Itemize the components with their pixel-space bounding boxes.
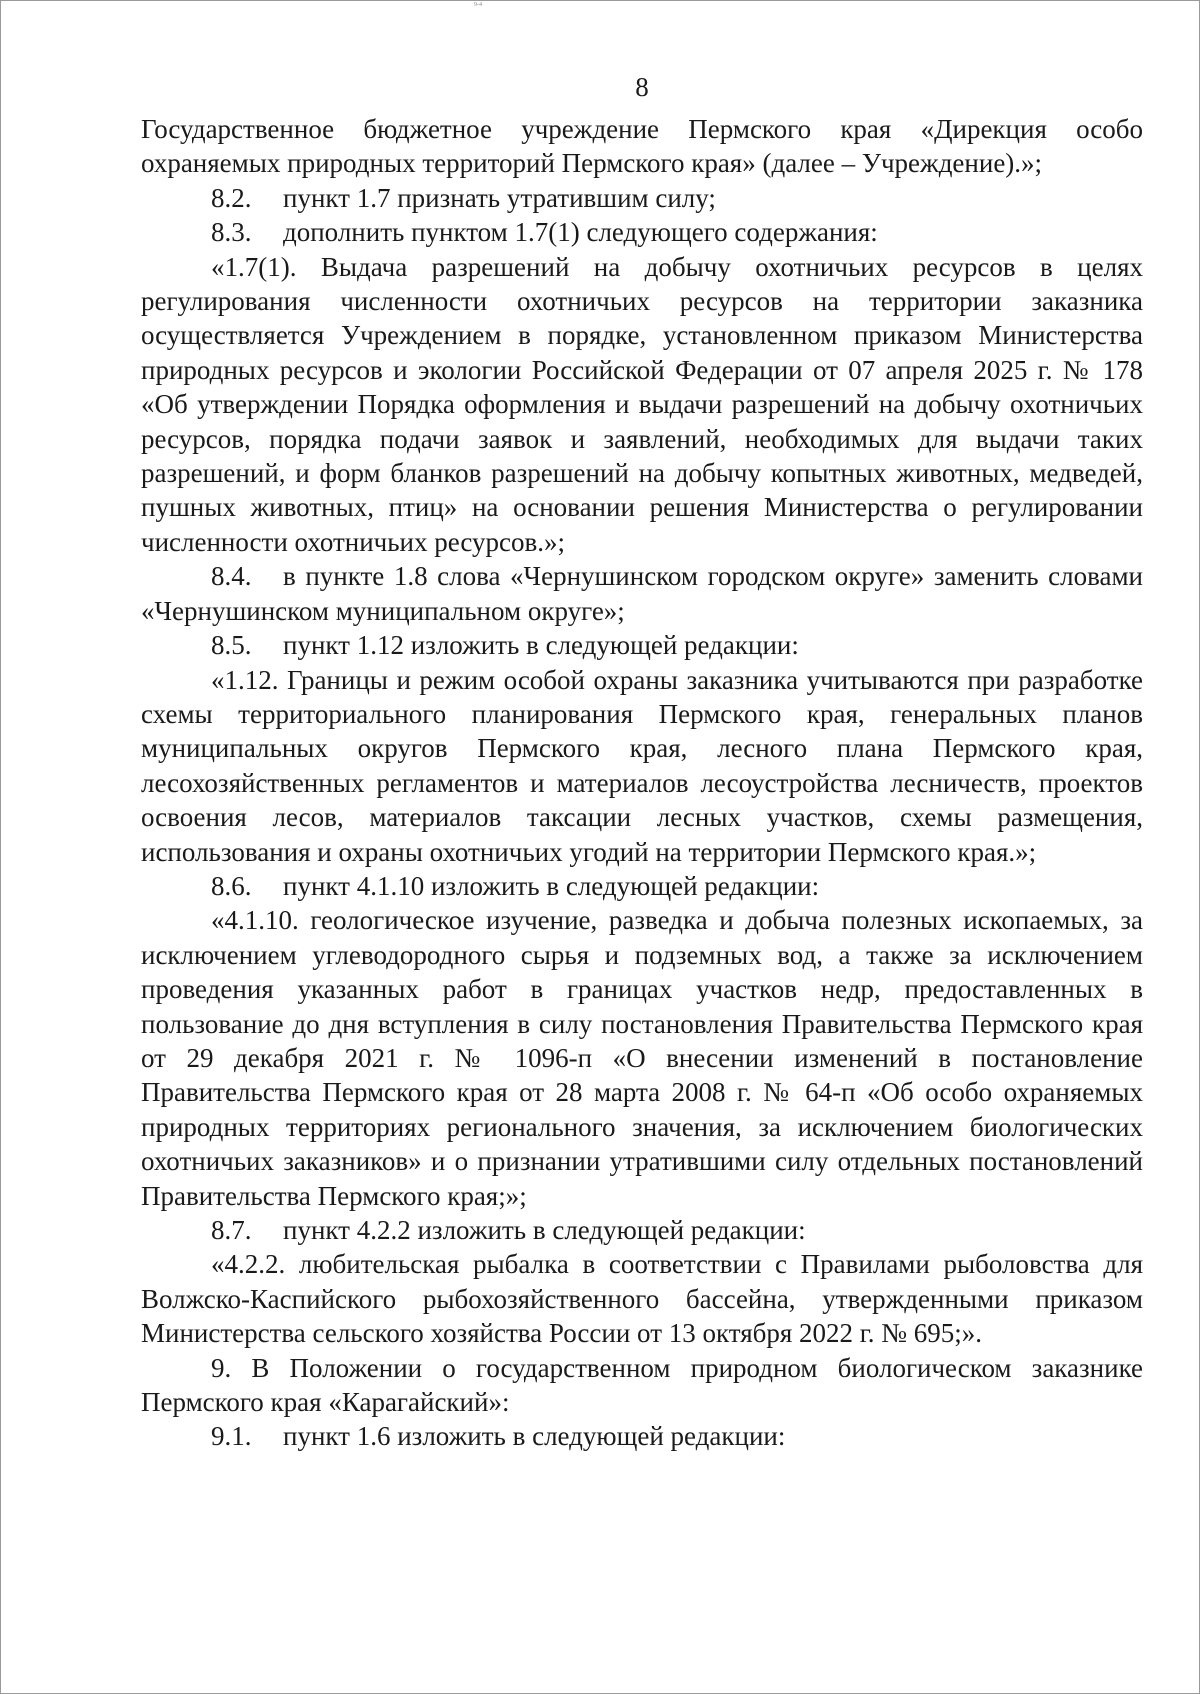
paragraph-text: пункт 1.6 изложить в следующей редакции: xyxy=(283,1421,786,1452)
paragraph xyxy=(141,1213,1143,1247)
paragraph xyxy=(141,1351,1143,1420)
paragraph xyxy=(141,559,1143,628)
scan-mark: 9-4 xyxy=(474,2,482,8)
paragraph-text: «4.2.2. любительская рыбалка в соответствии с Правилами рыболовства для Волжско-Каспийского рыбохозяйственного бассейна, утвержденными приказом Министерства сельского хозяйства России от 13 октября 2022 г. № 695;». xyxy=(141,1249,1143,1349)
paragraph-text: в пункте 1.8 слова «Чернушинском городском округе» заменить словами «Чернушинском муниципальном округе»; xyxy=(141,561,1143,626)
paragraph-text: «1.7(1). Выдача разрешений на добычу охотничьих ресурсов в целях регулирования численности охотничьих ресурсов на территории заказника осуществляется Учреждением в порядке, установленном приказом Министерства природных ресурсов и экологии Российской Федерации от 07 апреля 2025 г. № 178 «Об утверждении Порядка оформления и выдачи разрешений на добычу охотничьих ресурсов, порядка подачи заявок и заявлений, необходимых для выдачи таких разрешений, и форм бланков разрешений на добычу копытных животных, медведей, пушных животных, птиц» на основании решения Министерства о регулировании численности охотничьих ресурсов.»; xyxy=(141,251,1143,557)
paragraph xyxy=(141,628,1143,662)
paragraph-text: пункт 1.7 признать утратившим силу; xyxy=(283,182,716,213)
paragraph xyxy=(141,250,1143,560)
paragraph xyxy=(141,1247,1143,1350)
paragraph xyxy=(141,903,1143,1213)
item-number: 8.3. xyxy=(211,217,252,248)
item-number: 8.2. xyxy=(211,182,252,213)
paragraph-text: дополнить пунктом 1.7(1) следующего содержания: xyxy=(283,217,878,248)
item-number: 8.5. xyxy=(211,630,252,661)
page-number: 8 xyxy=(635,72,649,102)
item-number: 8.7. xyxy=(211,1215,252,1245)
item-number: 8.4. xyxy=(211,561,252,592)
paragraph-text: пункт 4.1.10 изложить в следующей редакции: xyxy=(283,870,820,901)
document-body xyxy=(141,112,1143,1454)
paragraph-text: пункт 1.12 изложить в следующей редакции: xyxy=(283,630,799,661)
item-number: 8.6. xyxy=(211,870,252,901)
item-number: 9.1. xyxy=(211,1421,252,1452)
paragraph-text: «1.12. Границы и режим особой охраны заказника учитываются при разработке схемы территориального планирования Пермского края, генеральных планов муниципальных округов Пермского края, лесного плана Пермского края, лесохозяйственных регламентов и материалов лесоустройства лесничеств, проектов освоения лесов, материалов таксации лесных участков, схемы размещения, использования и охраны охотничьих угодий на территории Пермского края.»; xyxy=(141,664,1143,867)
paragraph-text: 9. В Положении о государственном природном биологическом заказнике Пермского края «Карагайский»: xyxy=(141,1352,1143,1418)
paragraph xyxy=(141,181,1143,215)
paragraph xyxy=(141,1419,1143,1453)
paragraph xyxy=(141,112,1143,181)
paragraph-text: Государственное бюджетное учреждение Пермского края «Дирекция особо охраняемых природных территорий Пермского края» (далее – Учреждение).»; xyxy=(141,114,1143,179)
paragraph xyxy=(141,215,1143,249)
paragraph-text: «4.1.10. геологическое изучение, разведка и добыча полезных ископаемых, за исключением углеводородного сырья и подземных вод, а также за исключением проведения указанных работ в границах участков недр, предоставленных в пользование до дня вступления в силу постановления Правительства Пермского края от 29 декабря 2021 г. № 1096-п «О внесении изменений в постановление Правительства Пермского края от 28 марта 2008 г. № 64-п «Об особо охраняемых природных территориях регионального значения, за исключением биологических охотничьих заказников» и о признании утратившими силу отдельных постановлений Правительства Пермского края;»; xyxy=(141,905,1143,1211)
paragraph xyxy=(141,869,1143,903)
paragraph-text: пункт 4.2.2 изложить в следующей редакции: xyxy=(283,1215,806,1245)
paragraph xyxy=(141,663,1143,869)
